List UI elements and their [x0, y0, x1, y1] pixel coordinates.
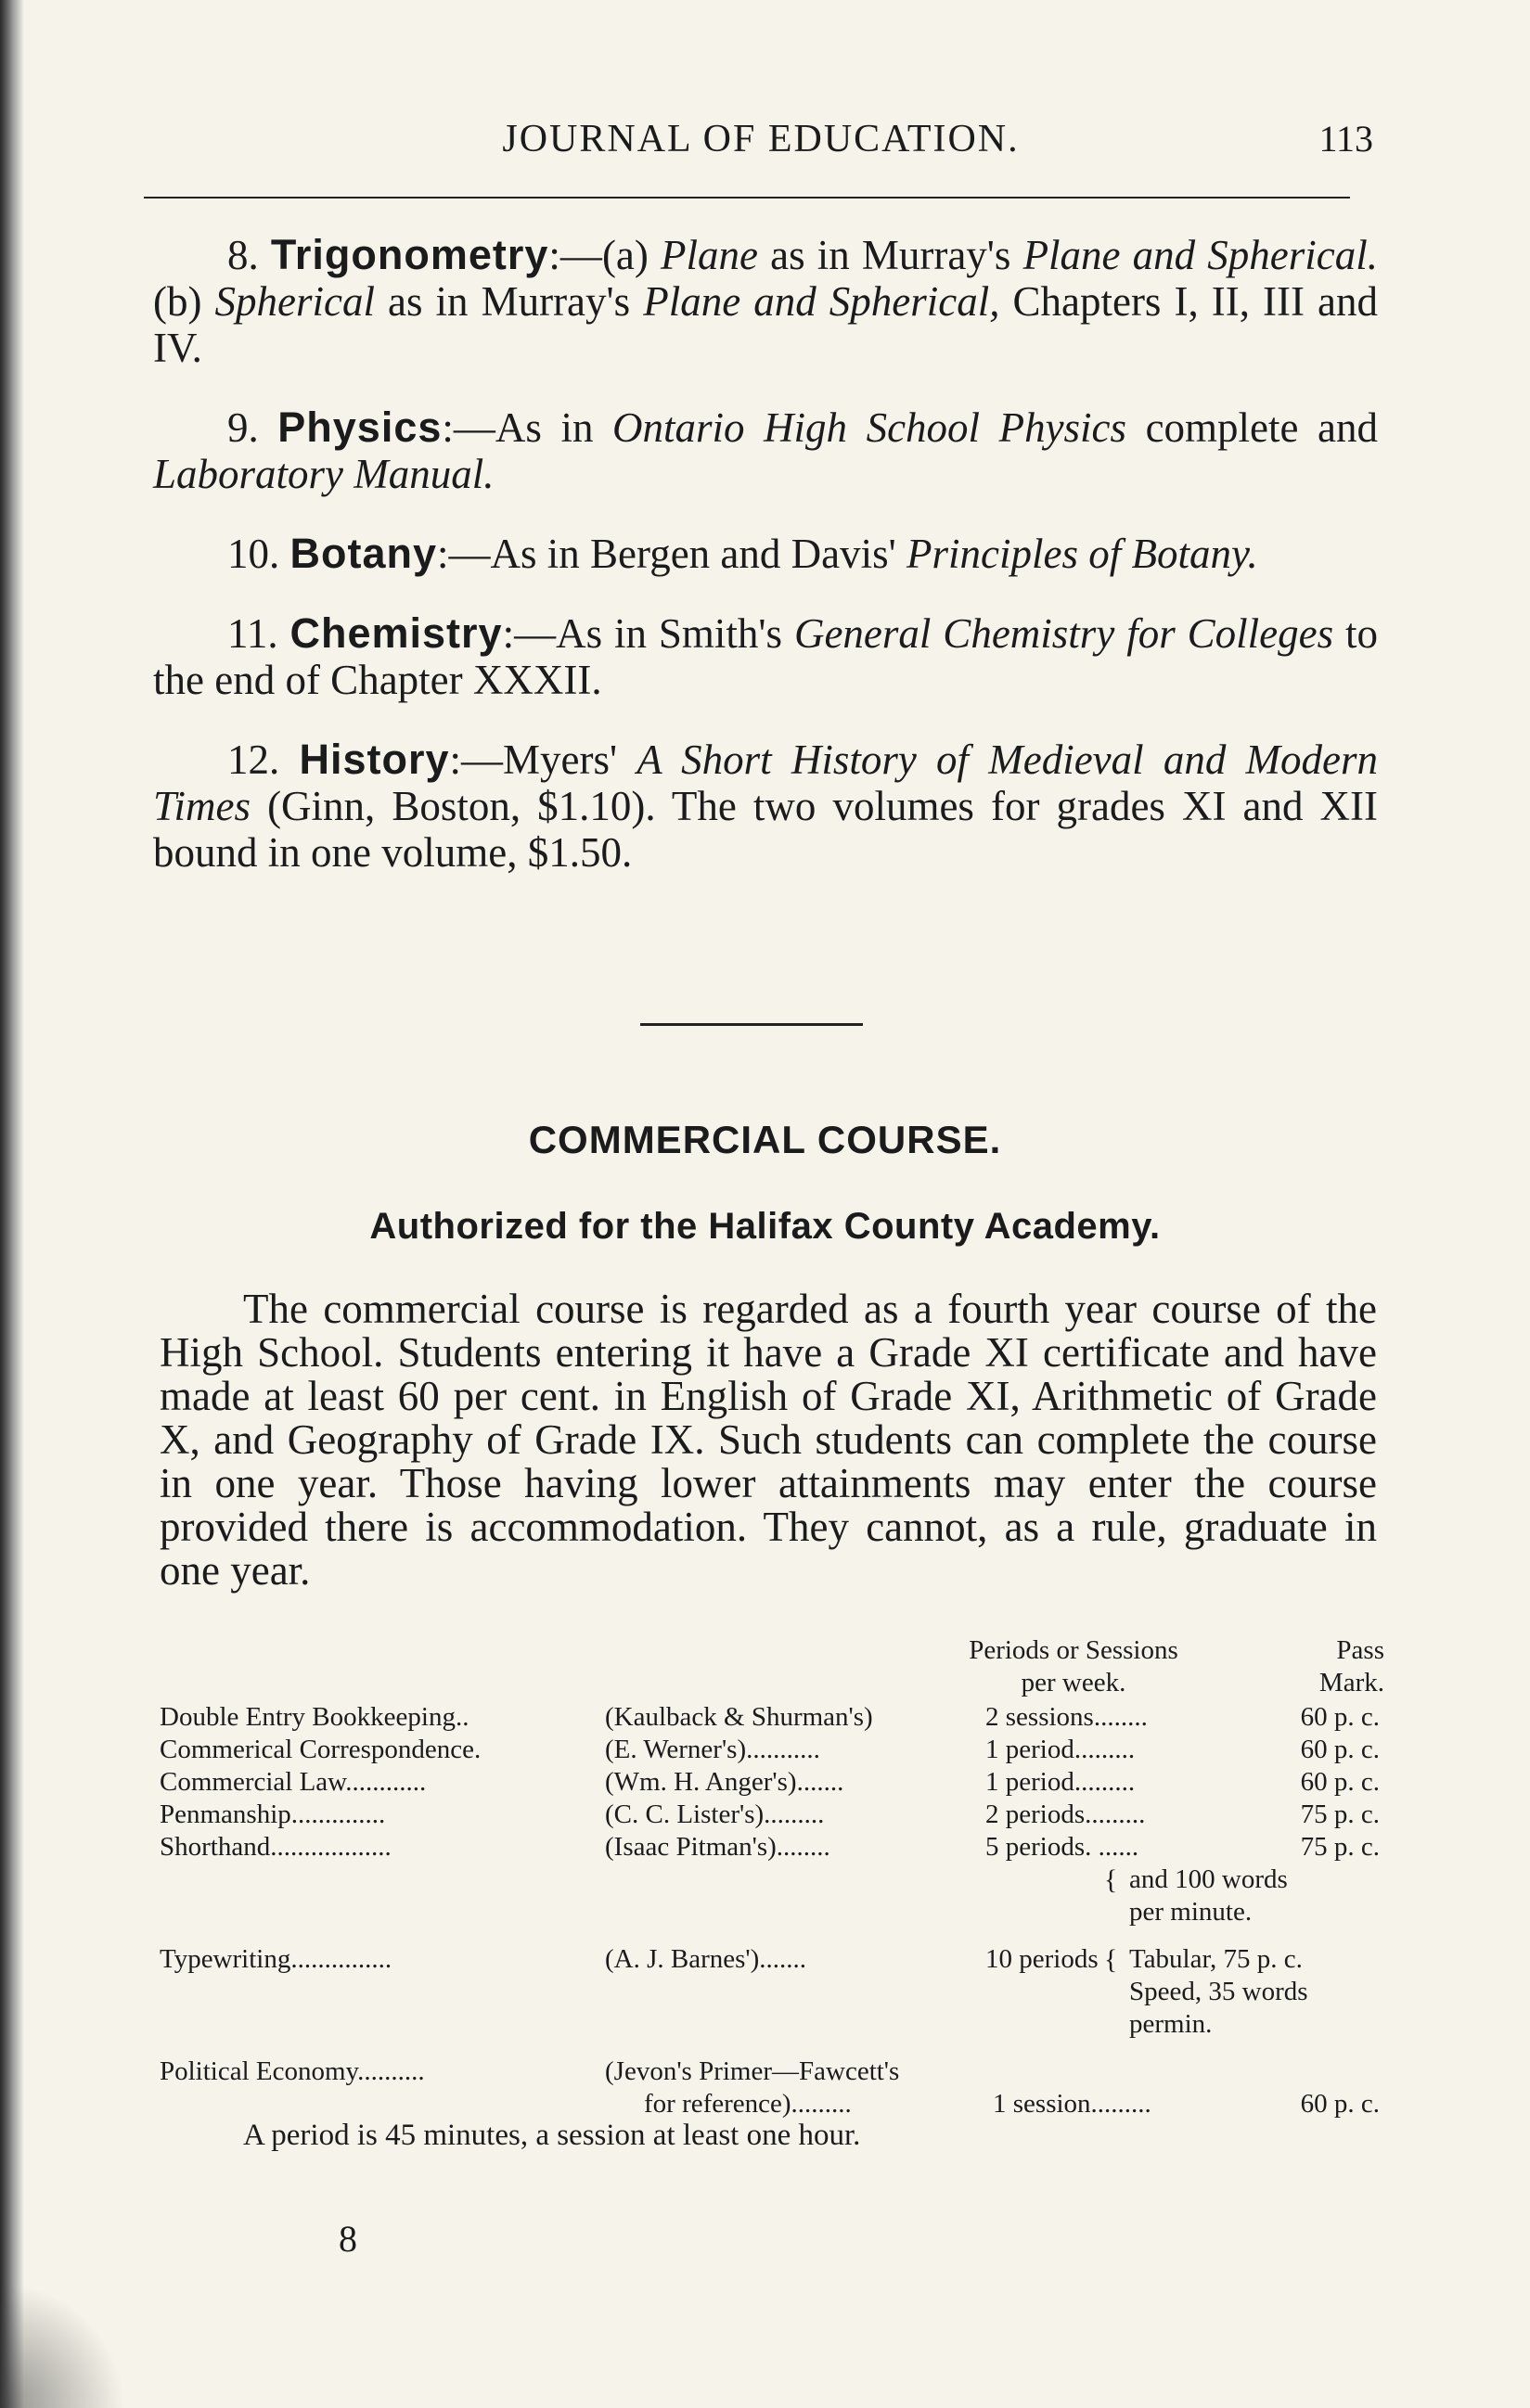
item-subject: Trigonometry — [270, 231, 549, 278]
row-periods: 1 period......... — [985, 1735, 1136, 1764]
item-text: Myers' — [503, 736, 637, 783]
section-divider — [640, 1023, 863, 1026]
section-subtitle: Authorized for the Halifax County Academy. — [369, 1206, 1161, 1247]
row-mark: 60 p. c. — [1300, 2089, 1380, 2119]
table-row-continuation — [160, 1896, 1384, 1928]
row-book: for reference)......... — [644, 2089, 852, 2119]
item-text: (b) — [153, 278, 215, 325]
scan-smudge — [0, 2287, 130, 2408]
item-number: 10. — [227, 531, 280, 577]
row-subject: Commercial Law............ — [160, 1767, 427, 1797]
col-header-text: Pass — [1336, 1635, 1384, 1665]
row-book: (Jevon's Primer—Fawcett's — [605, 2056, 900, 2086]
item-number: 11. — [227, 610, 278, 657]
page-header — [148, 117, 1373, 173]
row-periods: 1 period......... — [985, 1767, 1136, 1797]
item-italic: Plane and Spherical. — [1022, 232, 1378, 278]
row-book: (Kaulback & Shurman's) — [605, 1702, 873, 1732]
row-mark: 75 p. c. — [1300, 1832, 1380, 1862]
item-text: As in Bergen and Davis' — [490, 531, 906, 577]
item-italic: Plane — [661, 232, 758, 278]
row-book: (A. J. Barnes')....... — [605, 1944, 807, 1974]
row-periods: 2 periods......... — [985, 1800, 1146, 1829]
list-item — [153, 404, 1378, 497]
item-text: complete and — [1126, 404, 1379, 451]
table-row-continuation — [160, 1976, 1384, 2008]
table-row — [160, 1831, 1384, 1864]
row-note: and 100 words — [1129, 1864, 1288, 1894]
list-item — [153, 736, 1378, 876]
item-sep: :— — [502, 610, 557, 657]
col-header-text: per week. — [1021, 1668, 1126, 1697]
item-italic: General Chemistry for Colleges — [793, 610, 1334, 657]
col-header-text: Mark. — [1318, 1668, 1384, 1697]
section-title: COMMERCIAL COURSE. — [528, 1118, 1002, 1161]
row-book: (C. C. Lister's)......... — [605, 1800, 825, 1829]
item-subject: History — [299, 736, 450, 783]
item-text: as in Murray's — [374, 278, 644, 325]
col-header-periods — [916, 1634, 1231, 1699]
item-text: as in Murray's — [757, 232, 1023, 278]
item-text: Chapters I, II, III and IV. — [153, 278, 1378, 371]
row-mark: 60 p. c. — [1300, 1702, 1380, 1732]
item-text: (a) — [601, 232, 662, 278]
row-book: (Isaac Pitman's)........ — [605, 1832, 830, 1862]
course-paragraph: The commercial course is regarded as a fourth year course of the High School. Students entering it have a Grade XI certificate and have made at least 60 per cent. in English of Grade XI, Arithmetic of Grade X, and Geography of Grade IX. Such students can complete the course in one year. Those having lower attainments may enter the course provided there is accommodation. They cannot, as a rule, graduate in one year. — [160, 1286, 1377, 1594]
table-row-continuation — [160, 2088, 1384, 2120]
item-number: 8. — [227, 232, 259, 278]
item-text: As in — [495, 404, 612, 451]
table-row — [160, 1799, 1384, 1831]
row-periods: 5 periods. ...... — [985, 1832, 1139, 1862]
item-italic: A Short History of Medieval and Modern Times — [153, 736, 1379, 829]
table-row — [160, 1734, 1384, 1766]
item-sep: :— — [437, 531, 491, 577]
row-book: (Wm. H. Anger's)....... — [605, 1767, 844, 1797]
running-title: JOURNAL OF EDUCATION. — [502, 118, 1020, 160]
course-table — [160, 1634, 1384, 2120]
item-subject: Chemistry — [289, 609, 503, 657]
header-rule — [144, 197, 1350, 199]
footnote: A period is 45 minutes, a session at least one hour. — [243, 2119, 861, 2152]
subject-list — [153, 232, 1378, 909]
item-sep: :— — [548, 232, 602, 278]
row-subject: Double Entry Bookkeeping.. — [160, 1702, 469, 1732]
item-italic: Spherical — [214, 278, 375, 325]
brace-glyph: { — [1104, 1864, 1118, 1895]
item-text: (Ginn, Boston, $1.10). The two volumes for grades XI and XII bound in one volume, $1.50. — [153, 783, 1378, 876]
row-mark: 60 p. c. — [1300, 1735, 1380, 1764]
brace-glyph: { — [1104, 1944, 1118, 1975]
item-number: 9. — [227, 404, 259, 451]
row-subject: Shorthand.................. — [160, 1832, 392, 1862]
row-subject: Typewriting............... — [160, 1944, 392, 1974]
table-row — [160, 2056, 1384, 2088]
row-book: (E. Werner's)........... — [605, 1735, 820, 1764]
list-item — [153, 531, 1378, 577]
row-mark: 75 p. c. — [1300, 1800, 1380, 1829]
item-number: 12. — [227, 736, 280, 783]
list-item — [153, 610, 1378, 703]
row-mark: 60 p. c. — [1300, 1767, 1380, 1797]
signature-number: 8 — [339, 2218, 357, 2260]
table-row — [160, 1766, 1384, 1799]
row-note: Tabular, 75 p. c. — [1129, 1944, 1303, 1974]
page-number: 113 — [1318, 118, 1373, 160]
item-sep: :— — [442, 404, 495, 451]
table-row-continuation — [160, 2008, 1384, 2041]
table-header — [160, 1634, 1384, 1701]
table-row — [160, 1943, 1384, 1976]
row-periods: 1 session......... — [993, 2089, 1151, 2119]
row-note: Speed, 35 words — [1129, 1977, 1308, 2006]
item-italic: Laboratory Manual. — [153, 451, 495, 497]
scan-edge-shadow — [0, 0, 24, 2408]
table-row — [160, 1701, 1384, 1734]
row-note: permin. — [1129, 2009, 1213, 2039]
item-subject: Botany — [289, 530, 438, 577]
item-italic: Ontario High School Physics — [612, 404, 1127, 451]
item-text: to the end of Chapter XXXII. — [153, 610, 1378, 703]
item-text: As in Smith's — [556, 610, 794, 657]
row-periods: 2 sessions........ — [985, 1702, 1148, 1732]
item-italic: Plane and Spherical, — [643, 278, 1000, 325]
table-row-continuation — [160, 1864, 1384, 1896]
col-header-pass — [1264, 1634, 1384, 1699]
row-subject: Political Economy.......... — [160, 2056, 425, 2086]
row-subject: Penmanship.............. — [160, 1800, 386, 1829]
row-note: per minute. — [1129, 1897, 1253, 1927]
item-sep: :— — [449, 736, 504, 783]
item-italic: Principles of Botany. — [906, 531, 1258, 577]
row-subject: Commerical Correspondence. — [160, 1735, 482, 1764]
row-periods: 10 periods — [985, 1944, 1099, 1974]
item-subject: Physics — [277, 403, 443, 451]
list-item — [153, 232, 1378, 371]
col-header-text: Periods or Sessions — [969, 1635, 1178, 1665]
